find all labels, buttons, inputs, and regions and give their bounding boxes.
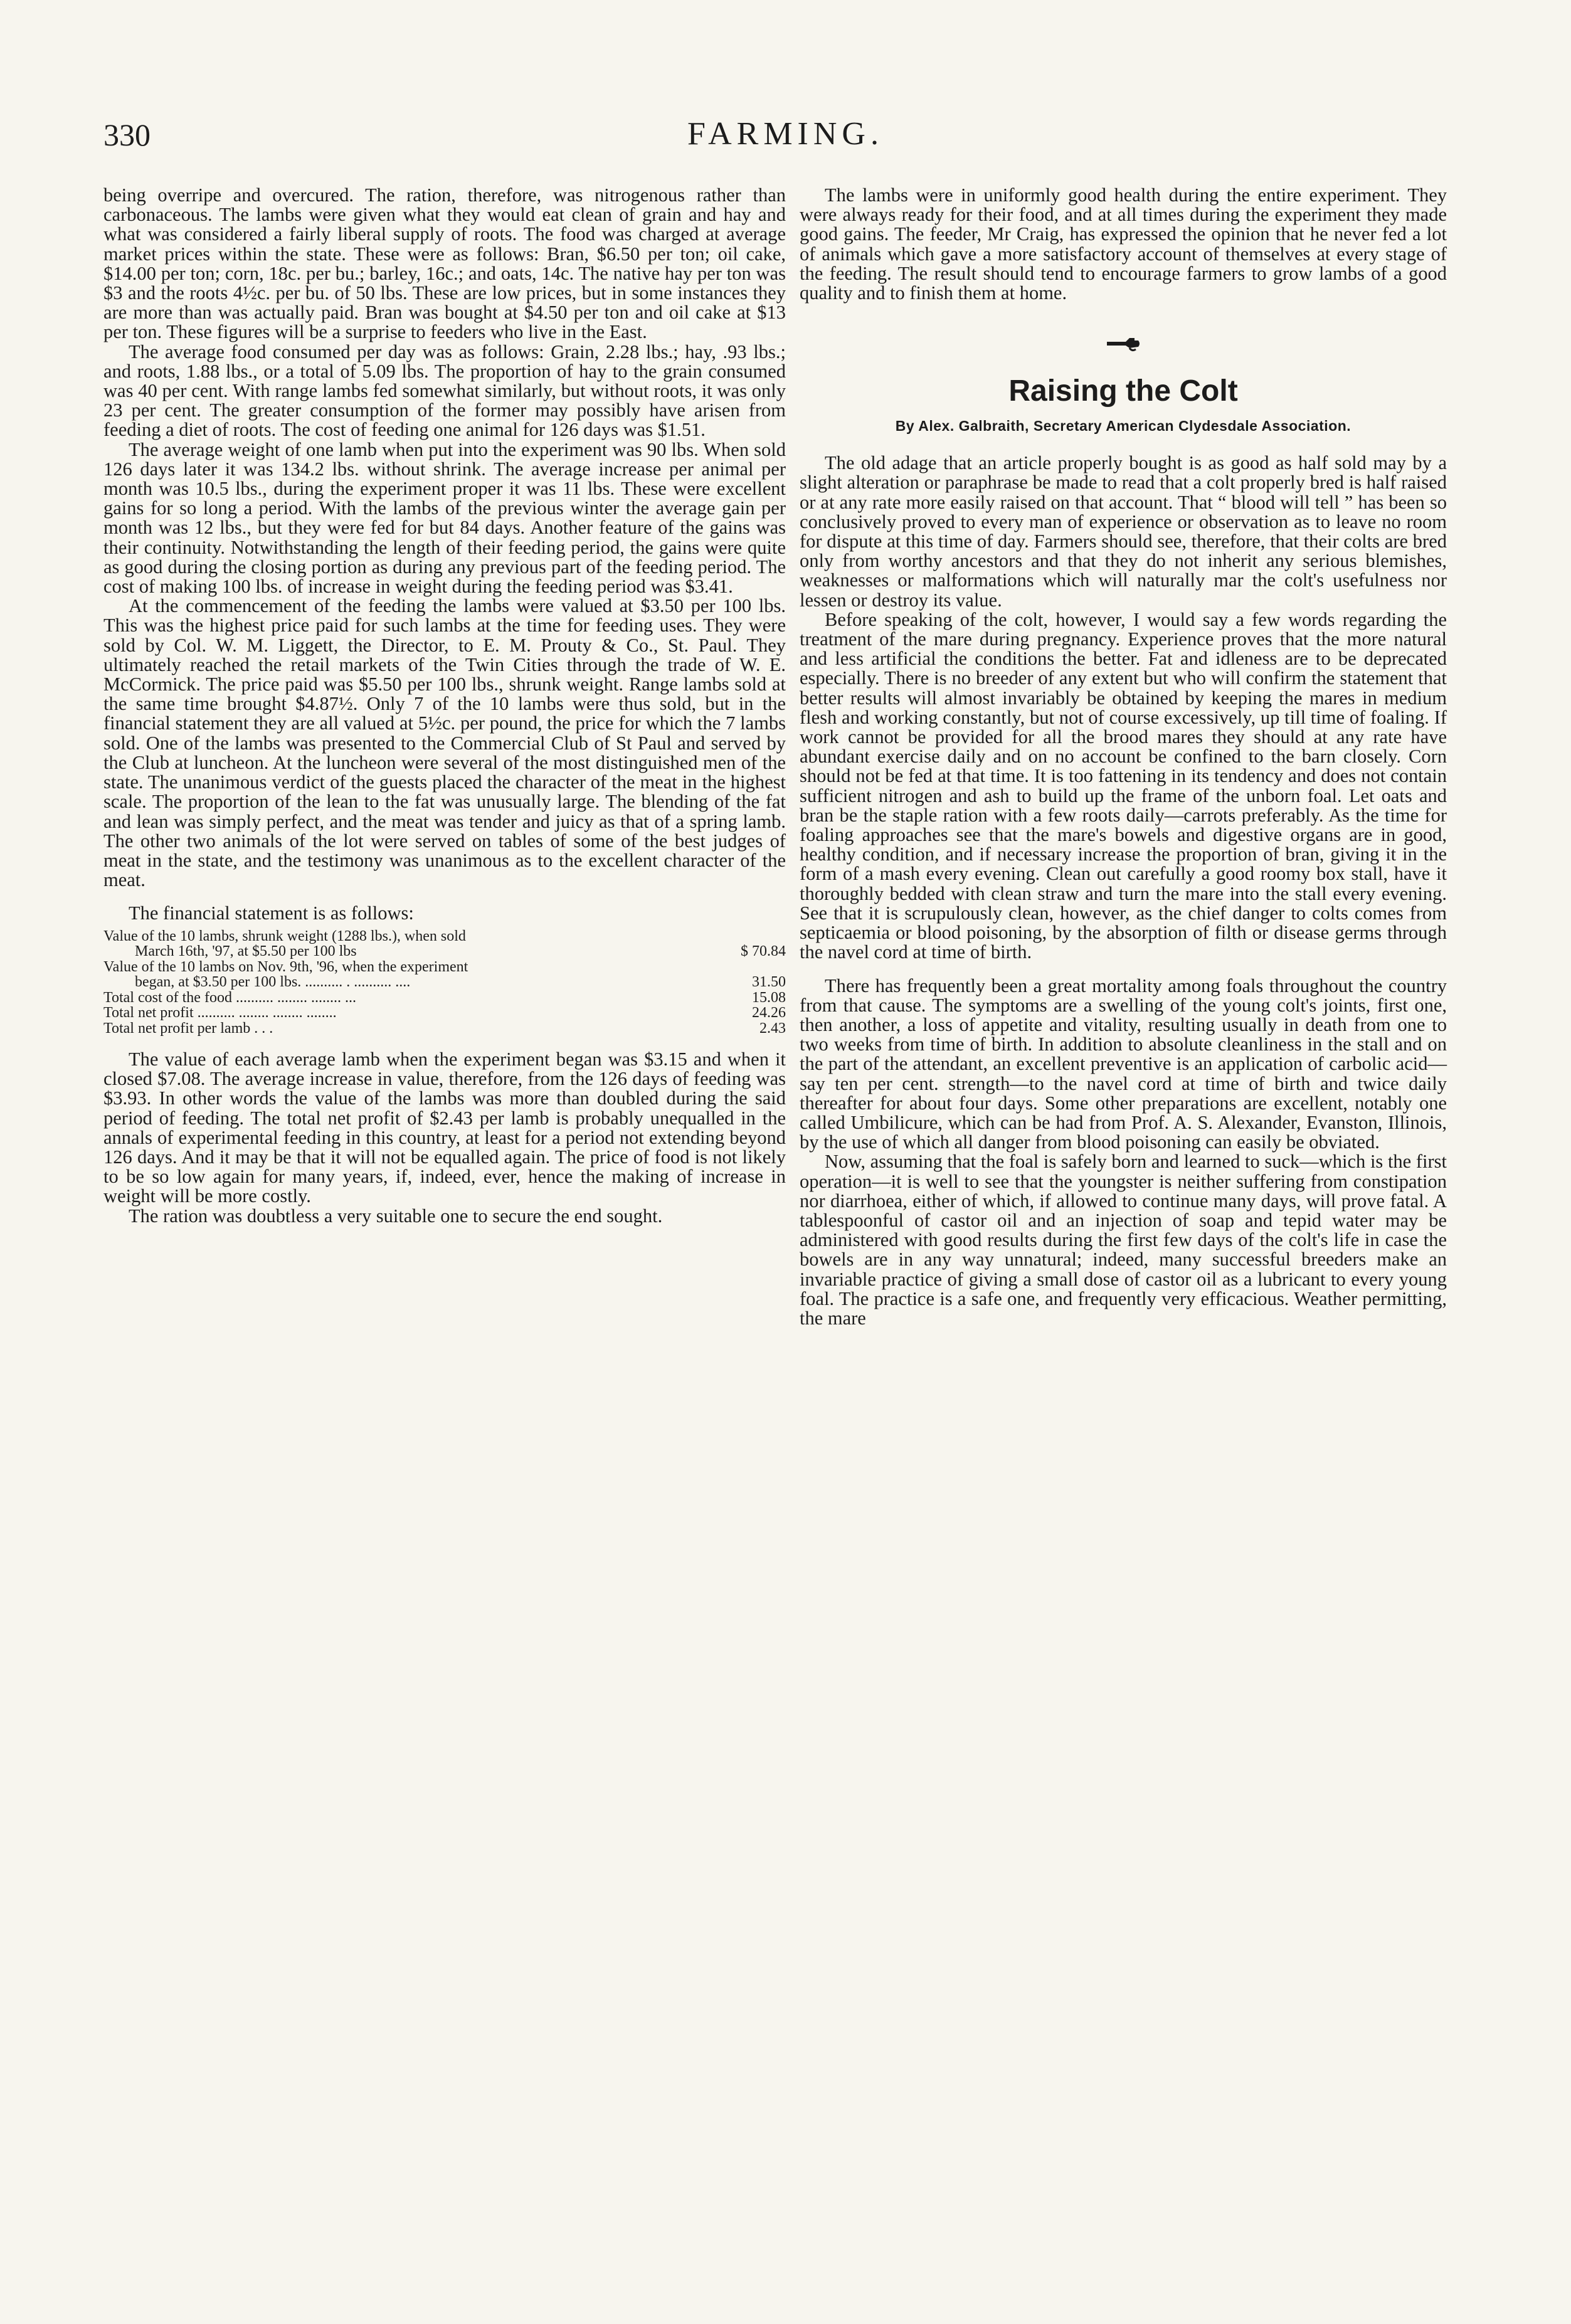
statement-amount: $ 70.84 bbox=[741, 943, 786, 960]
paragraph: At the commencement of the feeding the lambs were valued at $3.50 per 100 lbs. This was the highest price paid for such lambs at the time for feeding uses. They were sold by Col. W. M. Liggett, the Director, to E. M. Prouty & Co., St. Paul. They ultimately reached the retail markets of the Twin Cities through the trade of W. E. McCormick. The price paid was $5.50 per 100 lbs., shrunk weight. Range lambs sold at the same time brought $4.87½. Only 7 of the 10 lambs were thus sold, but in the financial statement they are all valued at 5½c. per pound, the price for which the 7 lambs sold. One of the lambs was presented to the Commercial Club of St Paul and served by the Club at luncheon. At the luncheon were several of the most distinguished men of the state. The unanimous verdict of the guests placed the character of the meat in the highest scale. The proportion of the lean to the fat was unusually large. The blending of the fat and lean was simply perfect, and the meat was tender and juicy as that of a spring lamb. The other two animals of the lot were served on tables of some of the best judges of meat in the state, and the testimony was unanimous as to the excellent character of the meat. bbox=[103, 595, 786, 891]
paragraph: The average weight of one lamb when put into the experiment was 90 lbs. When sold 126 days later it was 134.2 lbs. without shrink. The average increase per animal per month was 10.5 lbs., during the experiment proper it was 11 lbs. These were excellent gains for so long a period. With the lambs of the previous winter the average gain per month was 12 lbs., but they were fed for but 84 days. Another feature of the gains was their continuity. Notwithstanding the length of their feeding period, the gains were quite as good during the closing portion as during any previous part of the feeding period. The cost of making 100 lbs. of increase in weight during the feeding period was $3.41. bbox=[103, 438, 786, 598]
statement-row bbox=[103, 1005, 786, 1021]
statement-label: Total net profit .......... ........ ........ ........ bbox=[103, 1005, 337, 1021]
paragraph: The average food consumed per day was as follows: Grain, 2.28 lbs.; hay, .93 lbs.; and roots, 1.88 lbs., or a total of 5.09 lbs. The proportion of hay to the grain consumed was 40 per cent. With range lambs fed somewhat similarly, but without roots, it was only 23 per cent. The greater consumption of the former may possibly have arisen from feeding a diet of roots. The cost of feeding one animal for 126 days was $1.51. bbox=[103, 341, 786, 441]
statement-row bbox=[103, 929, 786, 944]
statement-label: began, at $3.50 per 100 lbs. .......... . .......... .... bbox=[135, 974, 411, 990]
paragraph: There has frequently been a great mortality among foals throughout the country from that cause. The symptoms are a swelling of the young colt's joints, first one, then another, a loss of appetite and vitality, resulting usually in death from one to two weeks from time of birth. In addition to absolute cleanliness in the stall and on the part of the attendant, an excellent preventive is an application of carbolic acid—say ten per cent. strength—to the navel cord at time of birth and twice daily thereafter for about four days. Some other preparations are excellent, notably one called Umbilicure, which can be had from Prof. A. S. Alexander, Evanston, Illinois, by the use of which all danger from blood poisoning can easily be obviated. bbox=[800, 974, 1447, 1153]
paragraph: Now, assuming that the foal is safely born and learned to suck—which is the first operation—it is well to see that the youngster is neither suffering from constipation nor diarrhoea, either of which, if allowed to continue many days, will prove fatal. A tablespoonful of castor oil and an injection of soap and tepid water may be administered with good results during the first few days of the colt's life in case the bowels are in any way unnatural; indeed, many successful breeders make an invariable practice of giving a small dose of castor oil as a lubricant to every young foal. The practice is a safe one, and frequently very efficacious. Weather permitting, the mare bbox=[800, 1151, 1447, 1329]
paragraph: The lambs were in uniformly good health during the entire experiment. They were always ready for their food, and at all times during the experiment they made good gains. The feeder, Mr Craig, has expressed the opinion that he never fed a lot of animals which gave a more satisfactory account of themselves at every stage of the feeding. The result should tend to encourage farmers to grow lambs of a good quality and to finish them at home. bbox=[800, 184, 1447, 304]
statement-label: Value of the 10 lambs, shrunk weight (1288 lbs.), when sold bbox=[103, 928, 466, 944]
article-title: Raising the Colt bbox=[1008, 374, 1238, 408]
pointing-hand-ornament-icon bbox=[1104, 333, 1142, 354]
paragraph: The old adage that an article properly bought is as good as half sold may by a slight alteration or paraphrase be made to read that a colt properly bred is half raised or at any rate more easily raised on that account. That “ blood will tell ” has been so conclusively proved to every man of experience or observation as to leave no room for dispute at this time of day. Farmers should see, therefore, that their colts are bred only from worthy ancestors and that they do not inherit any serious blemishes, weaknesses or malformations which will naturally mar the colt's usefulness nor lessen or destroy its value. bbox=[800, 452, 1447, 611]
paragraph: being overripe and overcured. The ration, therefore, was nitrogenous rather than carbonaceous. The lambs were given what they would eat clean of grain and hay and what was considered a fairly liberal supply of roots. The food was charged at average market prices within the state. These were as follows: Bran, $6.50 per ton; oil cake, $14.00 per ton; corn, 18c. per bu.; barley, 16c.; and oats, 14c. The native hay per ton was $3 and the roots 4½c. per bu. of 50 lbs. These are low prices, but in some instances they are more than was actually paid. Bran was bought at $4.50 per ton and oil cake at $13 per ton. These figures will be a surprise to feeders who live in the East. bbox=[103, 184, 786, 343]
statement-row bbox=[103, 974, 786, 990]
statement-amount: 2.43 bbox=[759, 1020, 786, 1037]
statement-amount: 15.08 bbox=[752, 989, 786, 1006]
left-column bbox=[103, 186, 786, 1226]
statement-label: Total cost of the food .......... ........ ........ ... bbox=[103, 990, 356, 1006]
statement-row bbox=[103, 990, 786, 1006]
financial-statement bbox=[103, 929, 786, 1037]
statement-label: March 16th, '97, at $5.50 per 100 lbs bbox=[135, 944, 357, 959]
statement-amount: 31.50 bbox=[752, 974, 786, 991]
paragraph: The ration was doubtless a very suitable one to secure the end sought. bbox=[129, 1205, 663, 1227]
paragraph: Before speaking of the colt, however, I would say a few words regarding the treatment of the mare during pregnancy. Experience proves that the more natural and less artificial the conditions the better. Fat and idleness are to be deprecated especially. There is no breeder of any extent but who will confirm the statement that better results will almost invariably be obtained by keeping the mares in medium flesh and working constantly, but not of course excessively, up till time of foaling. If work cannot be provided for all the brood mares they should at any rate have abundant exercise daily and on no account be confined to the barn closely. Corn should not be fed at that time. It is too fattening in its tendency and does not contain sufficient nitrogen and ash to build up the frame of the unborn foal. Let oats and bran be the staple ration with a few roots daily—carrots preferably. As the time for foaling approaches see that the mare's bowels and digestive organs are in good, healthy condition, and if necessary increase the proportion of bran, giving it in the form of a mash every evening. Clean out carefully a good roomy box stall, have it thoroughly bedded with clean straw and turn the mare into the stall every evening. See that it is scrupulously clean, however, as the chief danger to colts comes from septicaemia or blood poisoning, by the absorption of filth or disease germs through the navel cord at time of birth. bbox=[800, 608, 1447, 963]
paragraph: The financial statement is as follows: bbox=[129, 902, 414, 924]
article-byline: By Alex. Galbraith, Secretary American Clydesdale Association. bbox=[895, 418, 1351, 435]
running-title: FARMING. bbox=[687, 116, 884, 152]
statement-label: Value of the 10 lambs on Nov. 9th, '96, when the experiment bbox=[103, 959, 468, 975]
statement-label: Total net profit per lamb . . . bbox=[103, 1020, 273, 1037]
statement-row bbox=[103, 944, 786, 959]
statement-row bbox=[103, 959, 786, 975]
paragraph: The value of each average lamb when the experiment began was $3.15 and when it closed $7.08. The average increase in value, therefore, from the 126 days of feeding was $3.93. In other words the value of the lambs was more than doubled during the said period of feeding. The total net profit of $2.43 per lamb is probably unequalled in the annals of experimental feeding in this country, at least for a period not extending beyond 126 days. And it may be that it will not be equalled again. The price of food is not likely to be so low again for many years, if, indeed, ever, hence the making of increase in weight will be more costly. bbox=[103, 1048, 786, 1207]
right-column bbox=[800, 186, 1447, 1328]
statement-row bbox=[103, 1021, 786, 1037]
statement-amount: 24.26 bbox=[752, 1005, 786, 1022]
section-ornament bbox=[800, 333, 1447, 358]
page-number: 330 bbox=[103, 117, 151, 152]
